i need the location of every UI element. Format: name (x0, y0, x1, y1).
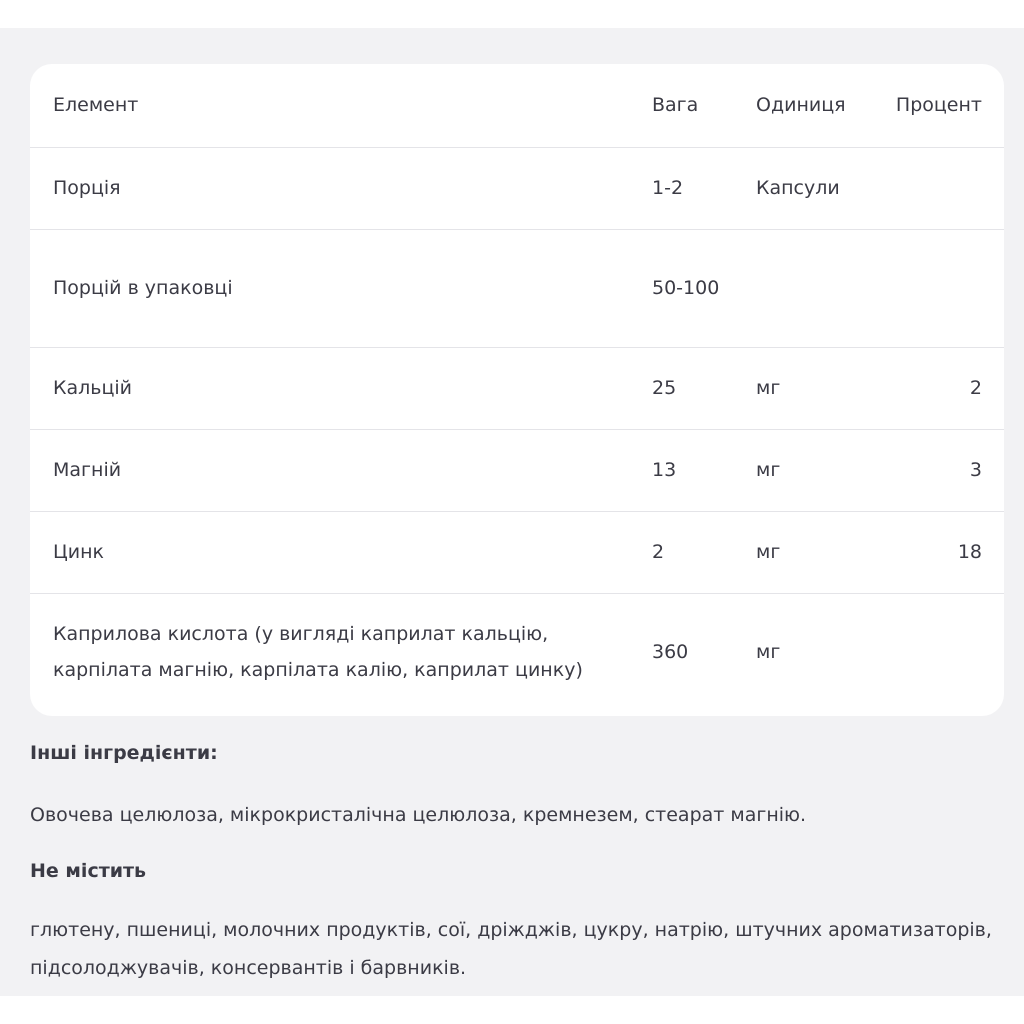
cell-weight: 1-2 (652, 177, 684, 199)
cell-percent: 2 (969, 377, 982, 399)
ingredients-text: Овочева целюлоза, мікрокристалічна целюлоза, кремнезем, стеарат магнію. (30, 804, 807, 826)
cell-weight: 13 (652, 459, 677, 481)
cell-element: Магній (53, 459, 122, 481)
cell-weight: 360 (652, 640, 689, 663)
cell-unit (756, 229, 876, 347)
cell-element: Кальцій (53, 377, 133, 399)
nutrition-table-card (30, 64, 1004, 716)
cell-weight: 25 (652, 377, 677, 399)
cell-element: Цинк (53, 541, 104, 563)
cell-percent (876, 593, 1004, 710)
header-element: Елемент (53, 94, 139, 117)
header-percent: Процент (895, 94, 982, 117)
table-row (30, 347, 1004, 429)
cell-weight: 2 (652, 541, 665, 563)
cell-weight: 50-100 (652, 277, 720, 299)
header-weight: Вага (652, 94, 699, 117)
cell-percent: 18 (957, 541, 982, 563)
cell-unit: мг (756, 377, 781, 399)
table-row (30, 429, 1004, 511)
table-row (30, 511, 1004, 593)
cell-element: Порція (53, 177, 121, 199)
header-unit: Одиниця (756, 94, 846, 117)
cell-unit: мг (756, 541, 781, 563)
table-row (30, 593, 1004, 710)
cell-element: Порцій в упаковці (53, 277, 233, 299)
free-from-text: глютену, пшениці, молочних продуктів, сої, дріжджів, цукру, натрію, штучних ароматизаторів, підсолоджувачів, консервантів і барвників. (30, 919, 992, 979)
cell-unit: мг (756, 459, 781, 481)
cell-unit: Капсули (756, 177, 840, 199)
cell-percent: 3 (969, 459, 982, 481)
cell-unit: мг (756, 640, 781, 663)
nutrition-table (30, 64, 1004, 710)
cell-percent (876, 147, 1004, 229)
table-row (30, 229, 1004, 347)
ingredients-heading: Інші інгредієнти: (30, 742, 218, 764)
cell-percent (876, 229, 1004, 347)
free-from-heading: Не містить (30, 860, 147, 882)
table-header-row (30, 64, 1004, 147)
table-row (30, 147, 1004, 229)
content-panel (0, 28, 1024, 996)
cell-element: Каприлова кислота (у вигляді каприлат кальцію, карпілата магнію, карпілата калію, каприлат цинку) (53, 622, 583, 681)
